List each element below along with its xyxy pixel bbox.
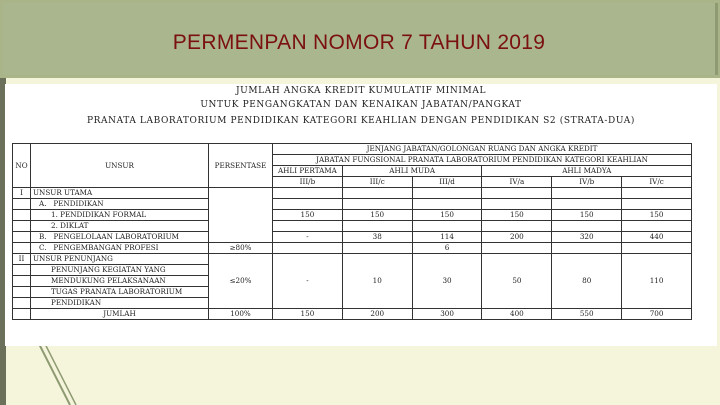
row-label: PENDIDIKAN — [31, 298, 209, 309]
header-jabatan: JABATAN FUNGSIONAL PRANATA LABORATORIUM PENDIDIKAN KATEGORI KEAHLIAN — [273, 155, 692, 166]
doc-heading-1: JUMLAH ANGKA KREDIT KUMULATIF MINIMAL — [235, 86, 487, 96]
value-cell: 150 — [273, 210, 343, 221]
pct-cell: ≤20% — [209, 254, 273, 309]
value-cell: 110 — [622, 254, 692, 309]
row-no: I — [13, 188, 31, 199]
doc-heading-3: PRANATA LABORATORIUM PENDIDIKAN KATEGORI KEAHLIAN DENGAN PENDIDIKAN S2 (STRATA-DUA) — [87, 116, 635, 126]
table-row — [13, 199, 692, 210]
total-label: JUMLAH — [31, 309, 209, 320]
value-cell: 50 — [482, 254, 552, 309]
total-value: 550 — [552, 309, 622, 320]
level-ahli-madya: AHLI MADYA — [482, 166, 692, 177]
row-label: UNSUR PENUNJANG — [31, 254, 209, 265]
title-panel — [3, 3, 718, 75]
value-cell: 150 — [482, 210, 552, 221]
row-label: A. PENDIDIKAN — [31, 199, 209, 210]
total-value: 150 — [273, 309, 343, 320]
value-cell: 10 — [342, 254, 412, 309]
value-cell: 30 — [412, 254, 482, 309]
value-cell: 150 — [342, 210, 412, 221]
row-label: MENDUKUNG PELAKSANAAN — [31, 276, 209, 287]
value-cell: 150 — [552, 210, 622, 221]
golongan-iiic: III/c — [342, 177, 412, 188]
row-label: PENUNJANG KEGIATAN YANG — [31, 265, 209, 276]
table-row — [13, 221, 692, 232]
row-label: 2. DIKLAT — [31, 221, 209, 232]
row-no: II — [13, 254, 31, 265]
value-cell: 150 — [412, 210, 482, 221]
total-value: 700 — [622, 309, 692, 320]
golongan-iiib: III/b — [273, 177, 343, 188]
value-cell: 80 — [552, 254, 622, 309]
value-cell: 200 — [482, 232, 552, 243]
golongan-ivc: IV/c — [622, 177, 692, 188]
total-value: 200 — [342, 309, 412, 320]
row-label: 1. PENDIDIKAN FORMAL — [31, 210, 209, 221]
golongan-iiid: III/d — [412, 177, 482, 188]
golongan-ivb: IV/b — [552, 177, 622, 188]
table-row — [13, 210, 692, 221]
angka-kredit-table — [12, 143, 692, 320]
row-label: C. PENGEMBANGAN PROFESI — [31, 243, 209, 254]
total-row — [13, 309, 692, 320]
header-jenjang: JENJANG JABATAN/GOLONGAN RUANG DAN ANGKA KREDIT — [273, 144, 692, 155]
level-ahli-muda: AHLI MUDA — [342, 166, 482, 177]
value-cell: - — [273, 232, 343, 243]
pct-cell: ≥80% — [209, 243, 273, 254]
doc-heading-2: UNTUK PENGANGKATAN DAN KENAIKAN JABATAN/PANGKAT — [200, 100, 522, 110]
value-cell: 6 — [412, 243, 482, 254]
row-label: TUGAS PRANATA LABORATORIUM — [31, 287, 209, 298]
table-row — [13, 243, 692, 254]
value-cell: 114 — [412, 232, 482, 243]
document-image — [5, 84, 717, 346]
value-cell: 440 — [622, 232, 692, 243]
pct-empty-cell — [209, 188, 273, 243]
value-cell: 38 — [342, 232, 412, 243]
value-cell: 150 — [622, 210, 692, 221]
header-unsur: UNSUR — [31, 144, 209, 188]
table-row — [13, 232, 692, 243]
row-label: B. PENGELOLAAN LABORATORIUM — [31, 232, 209, 243]
slide-title: PERMENPAN NOMOR 7 TAHUN 2019 — [172, 31, 546, 54]
title-band — [0, 0, 720, 78]
total-value: 300 — [412, 309, 482, 320]
table-row — [13, 188, 692, 199]
header-no: NO — [13, 144, 31, 188]
value-cell: - — [273, 254, 343, 309]
value-cell: 320 — [552, 232, 622, 243]
table-row — [13, 254, 692, 265]
total-pct: 100% — [209, 309, 273, 320]
header-persentase: PERSENTASE — [209, 144, 273, 188]
total-value: 400 — [482, 309, 552, 320]
level-ahli-pertama: AHLI PERTAMA — [273, 166, 343, 177]
table-header-row — [13, 144, 692, 155]
row-label: UNSUR UTAMA — [31, 188, 209, 199]
golongan-iva: IV/a — [482, 177, 552, 188]
